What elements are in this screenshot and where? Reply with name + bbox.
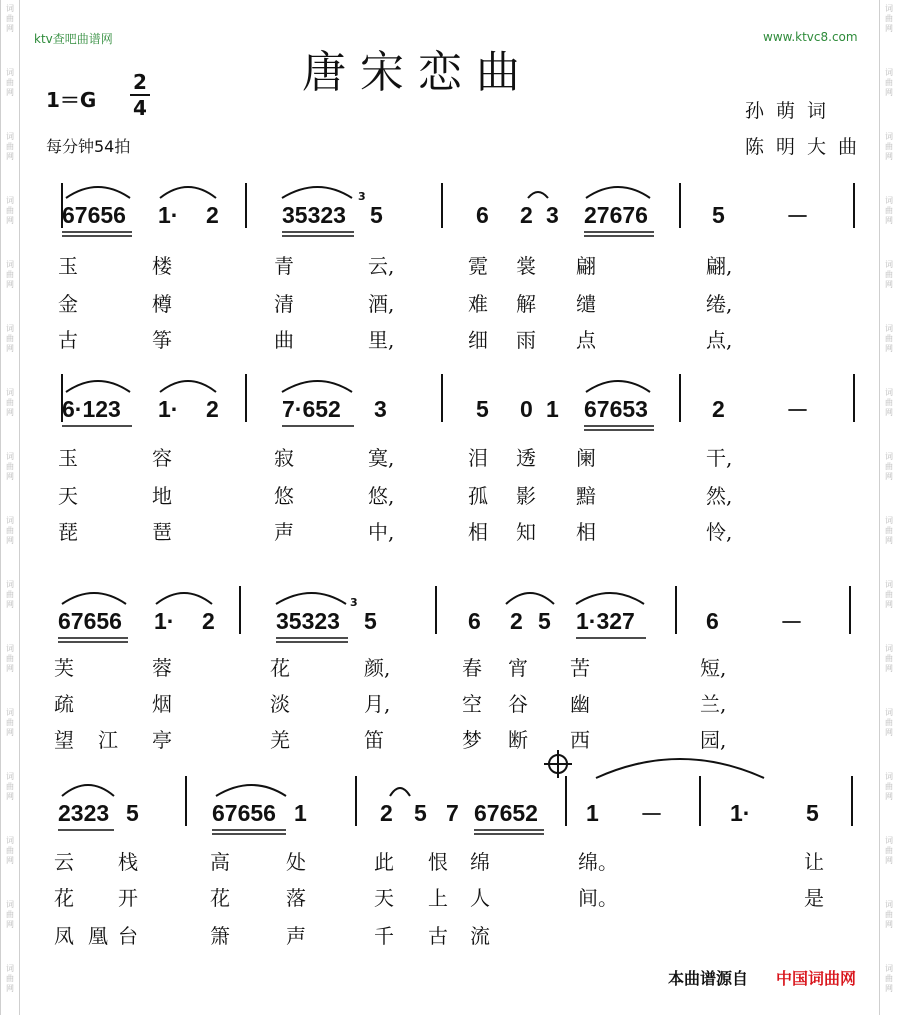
side-watermark-char: 词 bbox=[6, 324, 14, 333]
side-watermark-char: 曲 bbox=[885, 206, 893, 215]
lyric: 处 bbox=[286, 850, 306, 874]
side-watermark-char: 词 bbox=[885, 836, 893, 845]
lyric: 台 bbox=[118, 924, 138, 948]
note-group: 7·652 bbox=[282, 396, 341, 422]
lyric: 细 bbox=[468, 328, 488, 352]
side-watermark-char: 词 bbox=[885, 4, 893, 13]
lyric: 里, bbox=[368, 328, 395, 352]
lyric: 清 bbox=[274, 292, 294, 316]
side-watermark-char: 词 bbox=[885, 324, 893, 333]
lyric: 春 bbox=[462, 656, 482, 680]
side-watermark-char: 网 bbox=[885, 600, 893, 609]
side-watermark-char: 词 bbox=[885, 68, 893, 77]
side-watermark-char: 曲 bbox=[885, 590, 893, 599]
note: 6 bbox=[476, 202, 489, 228]
side-watermark-char: 网 bbox=[6, 88, 14, 97]
lyricist-credit: 孙萌词 bbox=[745, 100, 839, 122]
lyric: 短, bbox=[700, 656, 727, 680]
side-watermark-char: 曲 bbox=[6, 270, 14, 279]
time-signature-bottom: 4 bbox=[133, 96, 147, 120]
side-watermark-char: 网 bbox=[885, 408, 893, 417]
lyric: 干, bbox=[706, 446, 733, 470]
note: 1· bbox=[158, 202, 179, 228]
lyric: 花 bbox=[270, 656, 290, 680]
note-group: 35323 bbox=[282, 202, 346, 228]
lyric: 云, bbox=[368, 254, 395, 278]
lyric: 透 bbox=[516, 446, 536, 470]
side-watermark-char: 词 bbox=[6, 772, 14, 781]
lyric: 断 bbox=[508, 728, 528, 752]
lyric: 羌 bbox=[270, 728, 290, 752]
side-watermark-char: 网 bbox=[885, 792, 893, 801]
note: 1· bbox=[154, 608, 175, 634]
grace-note: 3 bbox=[350, 596, 358, 609]
dash: － bbox=[780, 609, 803, 635]
note-group: 67656 bbox=[58, 608, 122, 634]
note-group: 67656 bbox=[212, 800, 276, 826]
side-watermark-char: 网 bbox=[6, 920, 14, 929]
side-watermark-char: 网 bbox=[885, 344, 893, 353]
side-watermark-char: 网 bbox=[6, 856, 14, 865]
lyric: 缱 bbox=[576, 292, 596, 316]
lyric: 望 bbox=[54, 728, 74, 752]
lyric: 古 bbox=[58, 328, 78, 352]
side-watermark-char: 词 bbox=[6, 644, 14, 653]
lyric: 青 bbox=[274, 254, 294, 278]
lyric: 栈 bbox=[118, 850, 138, 874]
lyric: 淡 bbox=[270, 692, 290, 716]
lyric: 凰 bbox=[88, 924, 108, 948]
note: 5 bbox=[364, 608, 377, 634]
side-watermark-char: 网 bbox=[885, 664, 893, 673]
lyric: 筝 bbox=[152, 328, 172, 352]
side-watermark-char: 词 bbox=[885, 708, 893, 717]
side-watermark-char: 曲 bbox=[6, 654, 14, 663]
lyric: 梦 bbox=[462, 728, 482, 752]
lyric: 玉 bbox=[58, 446, 78, 470]
lyric: 声 bbox=[286, 924, 306, 948]
lyric: 箫 bbox=[210, 924, 230, 948]
lyric: 谷 bbox=[508, 692, 528, 716]
lyric: 凤 bbox=[54, 924, 74, 948]
side-watermark-char: 词 bbox=[6, 132, 14, 141]
note: 5 bbox=[370, 202, 383, 228]
lyric: 亭 bbox=[152, 728, 172, 752]
side-watermark-char: 曲 bbox=[6, 462, 14, 471]
lyric: 此 bbox=[374, 850, 394, 874]
side-watermark-char: 曲 bbox=[6, 910, 14, 919]
side-watermark-char: 曲 bbox=[885, 142, 893, 151]
side-watermark-char: 词 bbox=[885, 260, 893, 269]
note: 1· bbox=[158, 396, 179, 422]
lyric: 间。 bbox=[578, 886, 618, 910]
lyric: 让 bbox=[804, 850, 824, 874]
note: 2 bbox=[712, 396, 725, 422]
note: 2 bbox=[520, 202, 533, 228]
song-title: 唐宋恋曲 bbox=[302, 47, 534, 98]
side-watermark-char: 曲 bbox=[6, 718, 14, 727]
side-watermark-char: 曲 bbox=[885, 398, 893, 407]
note: 5 bbox=[538, 608, 551, 634]
note-group: 1·327 bbox=[576, 608, 635, 634]
side-watermark-char: 词 bbox=[6, 900, 14, 909]
note: 6 bbox=[468, 608, 481, 634]
side-watermark-char: 网 bbox=[6, 984, 14, 993]
lyric: 曲 bbox=[274, 328, 294, 352]
side-watermark-char: 曲 bbox=[6, 846, 14, 855]
lyric: 寞, bbox=[368, 446, 395, 470]
lyric: 雨 bbox=[516, 328, 536, 352]
side-watermark-char: 网 bbox=[885, 920, 893, 929]
lyric: 影 bbox=[516, 484, 536, 508]
side-watermark-char: 网 bbox=[6, 408, 14, 417]
lyric: 点 bbox=[576, 328, 596, 352]
lyric: 西 bbox=[570, 728, 590, 752]
lyric: 琵 bbox=[58, 520, 78, 544]
lyric: 苦 bbox=[570, 656, 590, 680]
side-watermark-char: 曲 bbox=[885, 526, 893, 535]
lyric: 人 bbox=[470, 886, 490, 910]
lyric: 颜, bbox=[364, 656, 391, 680]
note: 5 bbox=[712, 202, 725, 228]
side-watermark-char: 网 bbox=[885, 856, 893, 865]
side-watermark-char: 词 bbox=[6, 68, 14, 77]
lyric: 幽 bbox=[570, 692, 590, 716]
note-group: 6·123 bbox=[62, 396, 121, 422]
side-watermark-char: 词 bbox=[6, 388, 14, 397]
lyric: 是 bbox=[804, 886, 824, 910]
note: 2 bbox=[206, 202, 219, 228]
note-group: 35323 bbox=[276, 608, 340, 634]
note-group: 2323 bbox=[58, 800, 110, 826]
side-watermark-char: 网 bbox=[885, 24, 893, 33]
side-watermark-char: 词 bbox=[6, 4, 14, 13]
note-group: 67656 bbox=[62, 202, 126, 228]
note: 1 bbox=[294, 800, 307, 826]
lyric: 流 bbox=[470, 924, 490, 948]
lyric: 月, bbox=[364, 692, 391, 716]
lyric: 兰, bbox=[700, 692, 727, 716]
lyric: 然, bbox=[706, 484, 733, 508]
side-watermark-char: 网 bbox=[885, 536, 893, 545]
side-watermark-char: 曲 bbox=[6, 590, 14, 599]
side-watermark-char: 曲 bbox=[885, 270, 893, 279]
lyric: 难 bbox=[468, 292, 488, 316]
side-watermark-char: 曲 bbox=[6, 782, 14, 791]
side-watermark-char: 网 bbox=[6, 792, 14, 801]
lyric: 绵 bbox=[470, 850, 490, 874]
side-watermark-char: 曲 bbox=[885, 78, 893, 87]
lyric: 楼 bbox=[152, 254, 172, 278]
lyric: 樽 bbox=[152, 292, 172, 316]
lyric: 蓉 bbox=[152, 656, 172, 680]
side-watermark-char: 网 bbox=[885, 216, 893, 225]
side-watermark-char: 词 bbox=[6, 708, 14, 717]
lyric: 疏 bbox=[54, 692, 74, 716]
lyric: 高 bbox=[210, 850, 230, 874]
note: 2 bbox=[510, 608, 523, 634]
lyric: 园, bbox=[700, 728, 727, 752]
note: 2 bbox=[206, 396, 219, 422]
side-watermark-char: 曲 bbox=[885, 14, 893, 23]
note: 6 bbox=[706, 608, 719, 634]
lyric: 翩, bbox=[706, 254, 733, 278]
side-watermark-char: 词 bbox=[6, 964, 14, 973]
lyric: 芙 bbox=[54, 656, 74, 680]
side-watermark-char: 词 bbox=[6, 516, 14, 525]
side-watermark-char: 网 bbox=[6, 664, 14, 673]
lyric: 花 bbox=[210, 886, 230, 910]
note-group: 67653 bbox=[584, 396, 648, 422]
side-watermark-char: 网 bbox=[6, 600, 14, 609]
lyric: 阑 bbox=[576, 446, 596, 470]
side-watermark-char: 曲 bbox=[885, 910, 893, 919]
lyric: 千 bbox=[374, 924, 394, 948]
lyric: 裳 bbox=[516, 254, 536, 278]
site-left-watermark[interactable]: ktv查吧曲谱网 bbox=[34, 32, 113, 46]
source-site-link[interactable]: 中国词曲网 bbox=[776, 969, 857, 988]
side-watermark-char: 曲 bbox=[6, 14, 14, 23]
lyric: 知 bbox=[516, 520, 536, 544]
side-watermark-char: 网 bbox=[6, 536, 14, 545]
side-watermark-char: 曲 bbox=[6, 398, 14, 407]
side-watermark-char: 词 bbox=[885, 132, 893, 141]
lyric: 解 bbox=[516, 292, 536, 316]
note: 5 bbox=[414, 800, 427, 826]
note-group: 67652 bbox=[474, 800, 538, 826]
lyric: 古 bbox=[428, 924, 448, 948]
side-watermark-char: 曲 bbox=[885, 974, 893, 983]
lyric: 琶 bbox=[152, 520, 172, 544]
side-watermark-char: 网 bbox=[6, 24, 14, 33]
side-watermark-char: 词 bbox=[6, 260, 14, 269]
side-watermark-char: 词 bbox=[6, 196, 14, 205]
side-watermark-char: 曲 bbox=[885, 334, 893, 343]
side-watermark-char: 网 bbox=[885, 984, 893, 993]
composer-credit: 陈明大曲 bbox=[745, 136, 870, 158]
lyric: 相 bbox=[576, 520, 596, 544]
site-right-watermark[interactable]: www.ktvc8.com bbox=[763, 30, 858, 44]
side-watermark-char: 曲 bbox=[6, 974, 14, 983]
side-watermark-char: 曲 bbox=[885, 782, 893, 791]
note-group: 27676 bbox=[584, 202, 648, 228]
lyric: 宵 bbox=[508, 656, 528, 680]
note: 2 bbox=[202, 608, 215, 634]
note: 3 bbox=[374, 396, 387, 422]
lyric: 玉 bbox=[58, 254, 78, 278]
side-watermark-char: 词 bbox=[885, 516, 893, 525]
lyric: 中, bbox=[368, 520, 395, 544]
side-watermark-char: 词 bbox=[885, 772, 893, 781]
side-watermark-char: 网 bbox=[6, 728, 14, 737]
lyric: 容 bbox=[152, 446, 172, 470]
lyric: 落 bbox=[286, 886, 306, 910]
note: 7 bbox=[446, 800, 459, 826]
lyric: 笛 bbox=[364, 728, 384, 752]
side-watermark-char: 曲 bbox=[6, 334, 14, 343]
lyric: 相 bbox=[468, 520, 488, 544]
side-watermark-char: 词 bbox=[885, 580, 893, 589]
side-watermark-char: 词 bbox=[885, 964, 893, 973]
lyric: 泪 bbox=[468, 446, 488, 470]
side-watermark-char: 网 bbox=[885, 280, 893, 289]
side-watermark-char: 网 bbox=[6, 472, 14, 481]
side-watermark-char: 网 bbox=[6, 152, 14, 161]
note: 5 bbox=[126, 800, 139, 826]
lyric: 烟 bbox=[152, 692, 172, 716]
lyric: 翩 bbox=[576, 254, 596, 278]
side-watermark-char: 曲 bbox=[6, 206, 14, 215]
lyric: 霓 bbox=[468, 254, 488, 278]
lyric: 上 bbox=[428, 886, 448, 910]
side-watermark-char: 词 bbox=[885, 644, 893, 653]
side-watermark-char: 曲 bbox=[885, 462, 893, 471]
lyric: 寂 bbox=[274, 446, 294, 470]
lyric: 悠, bbox=[368, 484, 395, 508]
dash: － bbox=[640, 801, 663, 827]
side-watermark-char: 曲 bbox=[885, 654, 893, 663]
side-watermark-char: 网 bbox=[885, 728, 893, 737]
side-watermark-char: 曲 bbox=[6, 526, 14, 535]
tempo-marking: 每分钟54拍 bbox=[46, 137, 131, 156]
side-watermark-char: 网 bbox=[885, 472, 893, 481]
lyric: 点, bbox=[706, 328, 733, 352]
lyric: 天 bbox=[374, 886, 394, 910]
lyric: 花 bbox=[54, 886, 74, 910]
side-watermark-char: 网 bbox=[6, 216, 14, 225]
lyric: 地 bbox=[152, 484, 172, 508]
side-watermark-char: 词 bbox=[885, 900, 893, 909]
lyric: 江 bbox=[98, 728, 118, 752]
dash: － bbox=[786, 397, 809, 423]
note: 5 bbox=[806, 800, 819, 826]
side-watermark-char: 曲 bbox=[6, 142, 14, 151]
side-watermark-char: 词 bbox=[6, 836, 14, 845]
note: 1· bbox=[730, 800, 751, 826]
note: 0 bbox=[520, 396, 533, 422]
lyric: 开 bbox=[118, 886, 138, 910]
lyric: 云 bbox=[54, 850, 74, 874]
side-watermark-char: 曲 bbox=[885, 846, 893, 855]
lyric: 声 bbox=[274, 520, 294, 544]
note: 3 bbox=[546, 202, 559, 228]
side-watermark-char: 词 bbox=[6, 580, 14, 589]
side-watermark-char: 网 bbox=[885, 88, 893, 97]
side-watermark-char: 词 bbox=[885, 388, 893, 397]
side-watermark-char: 网 bbox=[6, 344, 14, 353]
side-watermark-char: 曲 bbox=[6, 78, 14, 87]
lyric: 酒, bbox=[368, 292, 395, 316]
side-watermark-char: 词 bbox=[885, 196, 893, 205]
grace-note: 3 bbox=[358, 190, 366, 203]
lyric: 绵。 bbox=[578, 850, 618, 874]
side-watermark-char: 词 bbox=[885, 452, 893, 461]
side-watermark-char: 网 bbox=[885, 152, 893, 161]
note: 1 bbox=[586, 800, 599, 826]
side-watermark-char: 词 bbox=[6, 452, 14, 461]
dash: － bbox=[786, 203, 809, 229]
lyric: 绻, bbox=[706, 292, 733, 316]
lyric: 恨 bbox=[428, 850, 448, 874]
lyric: 金 bbox=[58, 292, 78, 316]
lyric: 黯 bbox=[576, 484, 596, 508]
note: 5 bbox=[476, 396, 489, 422]
side-watermark-char: 网 bbox=[6, 280, 14, 289]
lyric: 空 bbox=[462, 692, 482, 716]
lyric: 悠 bbox=[274, 484, 294, 508]
lyric: 孤 bbox=[468, 484, 488, 508]
lyric: 天 bbox=[58, 484, 78, 508]
note: 2 bbox=[380, 800, 393, 826]
note: 1 bbox=[546, 396, 559, 422]
side-watermark-char: 曲 bbox=[885, 718, 893, 727]
time-signature-top: 2 bbox=[133, 70, 147, 94]
source-label: 本曲谱源自 bbox=[668, 969, 749, 988]
key-signature: 1＝G bbox=[46, 88, 97, 112]
lyric: 怜, bbox=[706, 520, 733, 544]
